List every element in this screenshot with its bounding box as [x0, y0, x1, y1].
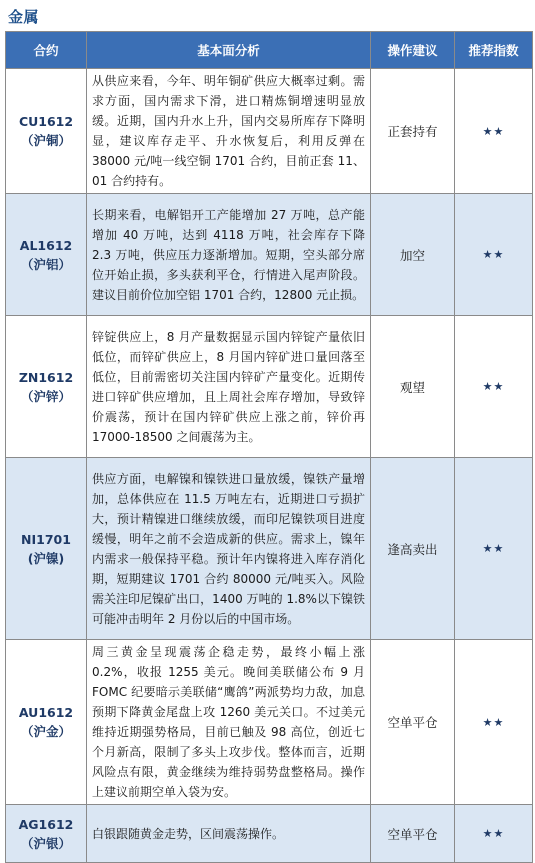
table-row [6, 69, 533, 194]
contract-code: ZN1612 [18, 369, 74, 385]
analysis-cell: 周三黄金呈现震荡企稳走势，最终小幅上涨 0.2%，收报 1255 美元。晚间美联储公布 9 月 FOMC 纪要暗示美联储“鹰鸽”两派势均力敌，加息预期下降黄金尾盘上攻 1260 美元关口。不过美元维持近期强势格局，目前已触及 98 高位，创近七个月新高，限制了多头上攻步伐。整体而言，近期风险点有限，黄金继续为维持弱势盘整格局。操作上建议前期空单入袋为安。 [87, 640, 371, 805]
rating-stars: ★★ [455, 805, 533, 863]
advice-cell: 空单平仓 [371, 805, 455, 863]
rating-stars: ★★ [455, 69, 533, 194]
contract-code: CU1612 [18, 114, 74, 129]
section-title: 金属 [8, 8, 40, 26]
table-row [6, 316, 533, 458]
contract-code: AL1612 [19, 237, 73, 253]
analysis-cell: 供应方面，电解镍和镍铁进口量放缓，镍铁产量增加，总体供应在 11.5 万吨左右，近期进口亏损扩大，预计精镍进口继续放缓，而印尼镍铁项目进度缓慢，明年之前不会造成新的供应。需求上，镍年内需求一般保持平稳。预计年内镍将进入库存消化期，短期建议 1701 合约 80000 元/吨买入。风险需关注印尼镍矿出口，1400 万吨的 1.8%以下镍铁可能冲击明年 2 月份以后的中国市场。 [87, 458, 371, 640]
advice-cell: 空单平仓 [371, 640, 455, 805]
header-analysis: 基本面分析 [87, 32, 371, 69]
advice-cell: 正套持有 [371, 69, 455, 194]
table-row [6, 640, 533, 805]
table-row [6, 458, 533, 640]
contract-cell [6, 458, 87, 640]
contract-name: （沪银） [20, 835, 71, 851]
contract-code: AU1612 [18, 705, 74, 720]
advice-cell: 观望 [371, 316, 455, 458]
contract-name: （沪铝） [20, 256, 71, 272]
analysis-cell: 从供应来看，今年、明年铜矿供应大概率过剩。需求方面，国内需求下滑，进口精炼铜增速明显放缓。近期，国内升水上升，国内交易所库存下降明显，建议库存走平、升水恢复后，利用反弹在 38000 元/吨一线空铜 1701 合约，目前正套 11、01 合约持有。 [87, 69, 371, 194]
header-advice: 操作建议 [371, 32, 455, 69]
contract-name: （沪锌） [20, 388, 71, 404]
contract-name: （沪铜） [20, 133, 71, 148]
contract-name: (沪镍) [27, 550, 65, 566]
rating-stars: ★★ [455, 316, 533, 458]
rating-stars: ★★ [455, 194, 533, 316]
analysis-cell: 长期来看，电解铝开工产能增加 27 万吨，总产能增加 40 万吨，达到 4118 万吨，社会库存下降 2.3 万吨，供应压力逐渐增加。短期，空头部分席位开始止损，多头获利平仓，行情进入尾声阶段。建议目前价位加空铝 1701 合约，12800 元止损。 [87, 194, 371, 316]
contract-cell [6, 640, 87, 805]
contract-cell [6, 69, 87, 194]
advice-cell: 逢高卖出 [371, 458, 455, 640]
header-contract: 合约 [6, 32, 87, 69]
metals-table [5, 31, 533, 863]
contract-cell [6, 194, 87, 316]
contract-cell [6, 316, 87, 458]
table-row [6, 805, 533, 863]
analysis-cell: 锌锭供应上，8 月产量数据显示国内锌锭产量依旧低位，而锌矿供应上，8 月国内锌矿进口量回落至低位，目前需密切关注国内锌矿产量变化。近期传进口锌矿供应增加，且上周社会库存增加，导致锌价震荡，预计在国内锌矿供应上涨之前，锌价再 17000-18500 之间震荡为主。 [87, 316, 371, 458]
rating-stars: ★★ [455, 640, 533, 805]
header-rating: 推荐指数 [455, 32, 533, 69]
table-header-row [6, 32, 533, 69]
analysis-cell: 白银跟随黄金走势，区间震荡操作。 [87, 805, 371, 863]
rating-stars: ★★ [455, 458, 533, 640]
contract-code: NI1701 [21, 531, 71, 547]
contract-code: AG1612 [18, 816, 74, 832]
contract-name: （沪金） [20, 724, 71, 739]
table-row [6, 194, 533, 316]
advice-cell: 加空 [371, 194, 455, 316]
contract-cell [6, 805, 87, 863]
